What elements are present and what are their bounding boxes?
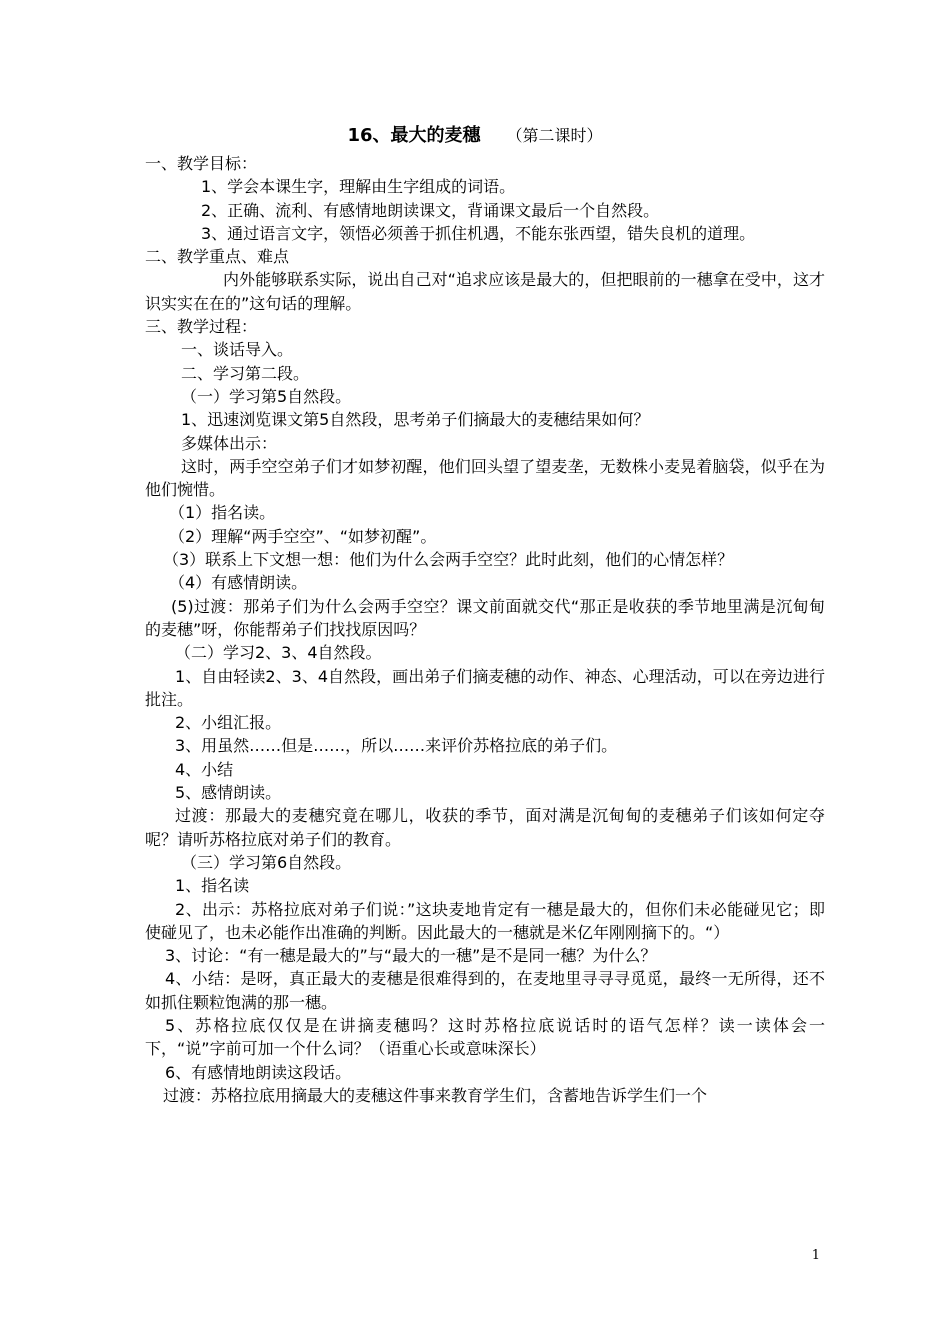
paragraph: （1）指名读。 — [169, 503, 276, 523]
page-title — [0, 124, 950, 148]
paragraph: 1、学会本课生字，理解由生字组成的词语。 — [201, 177, 516, 197]
paragraph: （2）理解“两手空空”、“如梦初醒”。 — [169, 526, 437, 546]
section-heading: 二、教学重点、难点 — [145, 247, 290, 267]
paragraph: 2、小组汇报。 — [175, 713, 282, 733]
lesson-title: 16、最大的麦穗 — [347, 125, 481, 146]
paragraph: （二）学习2、3、4自然段。 — [175, 643, 382, 663]
paragraph: 多媒体出示： — [181, 433, 278, 453]
paragraph: （三）学习第6自然段。 — [181, 852, 352, 872]
paragraph: 过渡：那最大的麦穗究竟在哪儿，收获的季节，面对满是沉甸甸的麦穗弟子们该如何定夺呢？请听苏格拉底对弟子们的教育。 — [145, 806, 825, 849]
paragraph: 3、通过语言文字，领悟必须善于抓住机遇，不能东张西望，错失良机的道理。 — [201, 223, 756, 243]
paragraph: 这时，两手空空弟子们才如梦初醒，他们回头望了望麦垄，无数株小麦晃着脑袋，似乎在为他们惋惜。 — [145, 456, 825, 500]
paragraph: 5、感情朗读。 — [175, 783, 282, 803]
paragraph: 6、有感情地朗读这段话。 — [165, 1062, 352, 1082]
lesson-subtitle: （第二课时） — [506, 126, 603, 145]
paragraph: 2、正确、流利、有感情地朗读课文，背诵课文最后一个自然段。 — [201, 200, 660, 220]
paragraph: 4、小结 — [175, 759, 234, 779]
document-body — [145, 152, 825, 1107]
section-heading: 三、教学过程： — [145, 317, 258, 337]
page-number: 1 — [811, 1248, 820, 1263]
paragraph: 1、指名读 — [175, 876, 250, 896]
paragraph: （一）学习第5自然段。 — [181, 386, 352, 406]
paragraph: 二、学习第二段。 — [181, 363, 310, 383]
paragraph: （4）有感情朗读。 — [169, 573, 308, 593]
section-heading: 一、教学目标： — [145, 154, 258, 173]
paragraph: 内外能够联系实际，说出自己对“追求应该是最大的，但把眼前的一穗拿在受中，这才识实实在在的”这句话的理解。 — [145, 270, 825, 313]
paragraph: 3、讨论：“有一穗是最大的”与“最大的一穗”是不是同一穗？为什么？ — [165, 946, 657, 966]
paragraph: 1、自由轻读2、3、4自然段，画出弟子们摘麦穗的动作、神态、心理活动，可以在旁边进行批注。 — [145, 666, 825, 709]
paragraph: 一、谈话导入。 — [181, 340, 294, 360]
paragraph: 2、出示：苏格拉底对弟子们说：”这块麦地肯定有一穗是最大的，但你们未必能碰见它；即使碰见了，也未必能作出准确的判断。因此最大的一穗就是米亿年刚刚摘下的。“） — [145, 899, 825, 942]
paragraph: (5)过渡：那弟子们为什么会两手空空？课文前面就交代“那正是收获的季节地里满是沉甸甸的麦穗”呀，你能帮弟子们找找原因吗？ — [145, 596, 825, 639]
paragraph: 1、迅速浏览课文第5自然段，思考弟子们摘最大的麦穗结果如何？ — [181, 410, 650, 430]
paragraph: 5、苏格拉底仅仅是在讲摘麦穗吗？这时苏格拉底说话时的语气怎样？读一读体会一下，“说”字前可加一个什么词？（语重心长或意味深长） — [145, 1015, 825, 1059]
paragraph: 过渡：苏格拉底用摘最大的麦穗这件事来教育学生们，含蓄地告诉学生们一个 — [163, 1085, 708, 1105]
paragraph: 4、小结：是呀，真正最大的麦穗是很难得到的，在麦地里寻寻寻觅觅，最终一无所得，还不如抓住颗粒饱满的那一穗。 — [145, 969, 825, 1012]
paragraph: （3）联系上下文想一想：他们为什么会两手空空？此时此刻，他们的心情怎样？ — [163, 550, 734, 570]
paragraph: 3、用虽然……但是……，所以……来评价苏格拉底的弟子们。 — [175, 736, 618, 756]
